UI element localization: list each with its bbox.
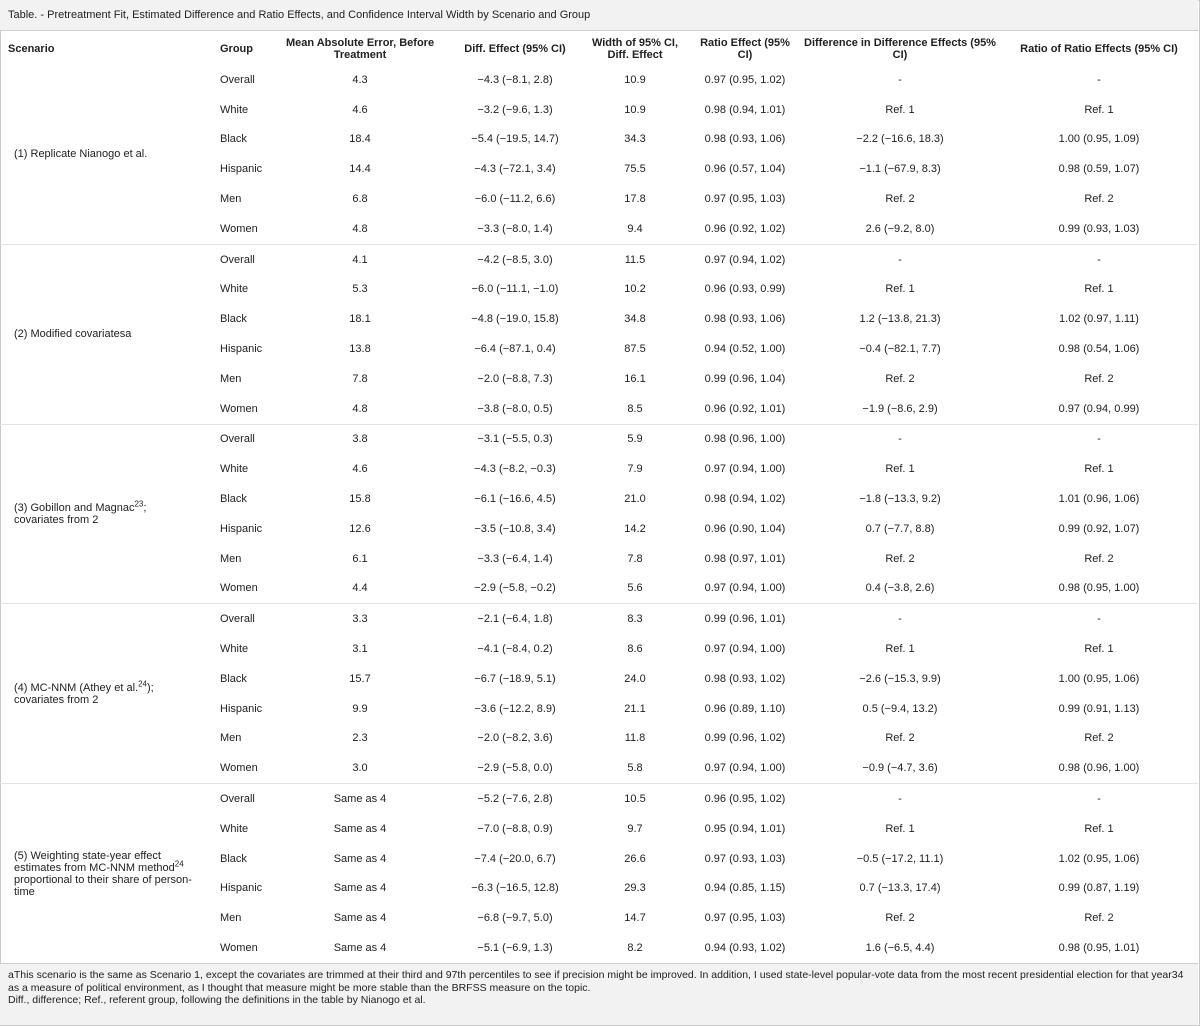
group-cell: White [220, 283, 249, 296]
ratio-effect-cell: 0.98 (0.94, 1.01) [704, 103, 786, 116]
ratio-effect-cell: 0.99 (0.96, 1.04) [704, 372, 786, 385]
diff-effect-cell: −5.4 (−19.5, 14.7) [471, 133, 559, 146]
ror-cell: 0.99 (0.92, 1.07) [1058, 522, 1140, 535]
mae-cell: 4.3 [352, 73, 368, 86]
footnote-abbreviations: Diff., difference; Ref., referent group, following the definitions in the table by Nianogo et al. [8, 994, 426, 1006]
ratio-effect-cell: 0.96 (0.57, 1.04) [704, 163, 786, 176]
ratio-effect-cell: 0.96 (0.93, 0.99) [704, 283, 786, 296]
did-cell: - [800, 784, 1000, 814]
diff-effect-cell: −3.1 (−5.5, 0.3) [450, 424, 580, 454]
ci-width-cell: 7.8 [627, 552, 643, 565]
diff-effect-cell: −2.0 (−8.8, 7.3) [477, 372, 553, 385]
scenario-label-citation: 24 [138, 679, 147, 689]
group-cell: Black [220, 852, 247, 865]
ci-width-cell: 17.8 [624, 193, 646, 206]
ror-cell: Ref. 2 [1084, 912, 1114, 925]
mae-cell: Same as 4 [333, 942, 387, 954]
column-header-ratio-effect: Ratio Effect (95% CI) [700, 37, 790, 61]
ci-width-cell: 9.4 [627, 222, 643, 235]
column-header-did: Difference in Difference Effects (95% CI) [804, 37, 996, 61]
mae-cell: 3.3 [270, 604, 450, 634]
ci-width-cell: 16.1 [624, 372, 646, 385]
ci-width-cell: 87.5 [624, 343, 646, 356]
ratio-effect-cell: 0.96 (0.89, 1.10) [704, 702, 786, 715]
diff-effect-cell: −6.4 (−87.1, 0.4) [474, 343, 556, 356]
mae-cell: 5.3 [352, 283, 368, 296]
scenario-label-text: (5) Weighting state-year effect estimates from MC-NNM method [14, 849, 175, 874]
diff-effect-cell: −7.0 (−8.8, 0.9) [477, 822, 553, 835]
column-header-group: Group [220, 43, 253, 55]
header-row [0, 33, 1198, 65]
did-cell: - [800, 424, 1000, 454]
did-cell: Ref. 1 [885, 643, 915, 656]
diff-effect-cell: −5.2 (−7.6, 2.8) [450, 784, 580, 814]
did-cell: −1.8 (−13.3, 9.2) [859, 493, 941, 506]
table-caption: Table. - Pretreatment Fit, Estimated Difference and Ratio Effects, and Confidence Interval Width by Scenario and Group [0, 0, 1198, 31]
diff-effect-cell: −6.7 (−18.9, 5.1) [474, 672, 556, 685]
ratio-effect-cell: 0.97 (0.94, 1.02) [690, 244, 800, 274]
group-cell: Overall [200, 424, 270, 454]
scenario-label-text: (3) Gobillon and Magnac [14, 501, 135, 514]
column-header-diff-effect: Diff. Effect (95% CI) [464, 43, 566, 55]
ror-cell: 0.98 (0.96, 1.00) [1058, 762, 1140, 775]
table-row [0, 784, 1198, 814]
ror-cell: Ref. 1 [1084, 283, 1114, 296]
did-cell: 1.6 (−6.5, 4.4) [865, 942, 935, 954]
ci-width-cell: 11.5 [580, 244, 690, 274]
ci-width-cell: 8.3 [580, 604, 690, 634]
mae-cell: 4.4 [352, 582, 368, 595]
ratio-effect-cell: 0.97 (0.94, 1.00) [704, 582, 786, 595]
ror-cell: 0.99 (0.87, 1.19) [1058, 882, 1140, 895]
ror-cell: 0.98 (0.59, 1.07) [1058, 163, 1140, 176]
ci-width-cell: 11.8 [624, 732, 646, 745]
group-cell: White [220, 822, 249, 835]
ci-width-cell: 29.3 [624, 882, 646, 895]
ci-width-cell: 10.9 [624, 103, 646, 116]
diff-effect-cell: −3.3 (−8.0, 1.4) [477, 222, 553, 235]
diff-effect-cell: −3.6 (−12.2, 8.9) [474, 702, 556, 715]
did-cell: Ref. 2 [885, 372, 915, 385]
ci-width-cell: 10.5 [580, 784, 690, 814]
ror-cell: - [1097, 73, 1101, 86]
ratio-effect-cell: 0.96 (0.95, 1.02) [690, 784, 800, 814]
ci-width-cell: 5.8 [627, 762, 643, 775]
diff-effect-cell: −6.1 (−16.6, 4.5) [474, 493, 556, 506]
diff-effect-cell: −6.8 (−9.7, 5.0) [477, 912, 553, 925]
mae-cell: 18.4 [349, 133, 371, 146]
diff-effect-cell: −4.1 (−8.4, 0.2) [477, 643, 553, 656]
group-cell: Women [220, 762, 258, 775]
group-cell: Hispanic [220, 702, 263, 715]
ci-width-cell: 8.5 [627, 402, 643, 415]
column-header-mae: Mean Absolute Error, Before Treatment [285, 37, 435, 61]
mae-cell: 15.7 [349, 672, 371, 685]
did-cell: Ref. 1 [885, 822, 915, 835]
ror-cell: Ref. 1 [1084, 103, 1114, 116]
scenario-label [0, 424, 200, 604]
group-cell: Men [220, 552, 242, 565]
did-cell: 0.5 (−9.4, 13.2) [862, 702, 938, 715]
ror-cell: 0.98 (0.95, 1.00) [1058, 582, 1140, 595]
table-row [0, 424, 1198, 454]
did-cell: Ref. 2 [885, 193, 915, 206]
mae-cell: 3.0 [352, 762, 368, 775]
ror-cell: 1.02 (0.97, 1.11) [1059, 313, 1139, 326]
diff-effect-cell: −2.9 (−5.8, −0.2) [474, 582, 556, 595]
group-cell: Women [220, 402, 258, 415]
ratio-effect-cell: 0.96 (0.92, 1.01) [704, 402, 786, 415]
group-cell: Black [220, 133, 247, 146]
ror-cell: Ref. 1 [1084, 643, 1114, 656]
ci-width-cell: 8.6 [627, 643, 643, 656]
group-cell: White [220, 463, 249, 476]
group-cell: Black [220, 672, 247, 685]
mae-cell: Same as 4 [333, 852, 387, 865]
ci-width-cell: 10.2 [624, 283, 646, 296]
did-cell: −0.4 (−82.1, 7.7) [859, 343, 941, 356]
scenario-label-citation: 24 [174, 858, 184, 868]
diff-effect-cell: −3.2 (−9.6, 1.3) [477, 103, 553, 116]
table-row [0, 604, 1198, 634]
did-cell: Ref. 1 [885, 103, 915, 116]
ratio-effect-cell: 0.97 (0.95, 1.03) [704, 912, 786, 925]
ratio-effect-cell: 0.97 (0.93, 1.03) [704, 852, 786, 865]
ci-width-cell: 75.5 [624, 163, 646, 176]
ci-width-cell: 14.2 [624, 522, 646, 535]
ratio-effect-cell: 0.99 (0.96, 1.02) [704, 732, 786, 745]
ror-cell: 0.98 (0.54, 1.06) [1058, 343, 1140, 356]
mae-cell: 13.8 [349, 343, 371, 356]
ror-cell: 1.00 (0.95, 1.06) [1058, 672, 1140, 685]
scenario-label [0, 244, 200, 424]
ratio-effect-cell: 0.98 (0.96, 1.00) [690, 424, 800, 454]
ror-cell: Ref. 2 [1084, 732, 1114, 745]
table-footnotes [0, 963, 1198, 1025]
scenario-label [0, 604, 200, 784]
diff-effect-cell: −4.8 (−19.0, 15.8) [471, 313, 559, 326]
group-cell: Hispanic [220, 343, 263, 356]
table-row [0, 244, 1198, 274]
mae-cell: 6.8 [352, 193, 368, 206]
mae-cell: 2.3 [352, 732, 368, 745]
did-cell: −1.9 (−8.6, 2.9) [862, 402, 938, 415]
ci-width-cell: 21.1 [624, 702, 646, 715]
ci-width-cell: 24.0 [624, 672, 646, 685]
ratio-effect-cell: 0.94 (0.85, 1.15) [704, 882, 786, 895]
ratio-effect-cell: 0.95 (0.94, 1.01) [704, 822, 786, 835]
diff-effect-cell: −7.4 (−20.0, 6.7) [474, 852, 556, 865]
ratio-effect-cell: 0.98 (0.97, 1.01) [704, 552, 786, 565]
scenario-label-suffix: proportional to their share of person-time [14, 873, 192, 898]
scenario-label [0, 65, 200, 244]
mae-cell: 4.8 [352, 402, 368, 415]
group-cell: Overall [200, 784, 270, 814]
ci-width-cell: 34.8 [624, 313, 646, 326]
mae-cell: 4.6 [352, 463, 368, 476]
ror-cell: Ref. 2 [1084, 372, 1114, 385]
mae-cell: 12.6 [349, 522, 371, 535]
ratio-effect-cell: 0.97 (0.94, 1.00) [704, 762, 786, 775]
did-cell: 0.4 (−3.8, 2.6) [865, 582, 935, 595]
column-header-ror: Ratio of Ratio Effects (95% CI) [1020, 43, 1178, 55]
ratio-effect-cell: 0.97 (0.94, 1.00) [704, 463, 786, 476]
did-cell: −0.5 (−17.2, 11.1) [856, 852, 944, 865]
did-cell: −1.1 (−67.9, 8.3) [859, 163, 941, 176]
mae-cell: 3.8 [270, 424, 450, 454]
ror-cell: - [1000, 244, 1198, 274]
diff-effect-cell: −6.3 (−16.5, 12.8) [471, 882, 559, 895]
did-cell: - [898, 73, 902, 86]
did-cell: 1.2 (−13.8, 21.3) [859, 313, 941, 326]
mae-cell: Same as 4 [270, 784, 450, 814]
did-cell: 0.7 (−7.7, 8.8) [865, 522, 935, 535]
group-cell: Hispanic [220, 163, 263, 176]
ratio-effect-cell: 0.98 (0.93, 1.06) [704, 313, 786, 326]
mae-cell: 18.1 [349, 313, 371, 326]
diff-effect-cell: −4.2 (−8.5, 3.0) [450, 244, 580, 274]
group-cell: Hispanic [220, 522, 263, 535]
ror-cell: 1.02 (0.95, 1.06) [1058, 852, 1140, 865]
group-cell: Overall [220, 73, 255, 86]
ci-width-cell: 21.0 [624, 493, 646, 506]
did-cell: Ref. 1 [885, 283, 915, 296]
mae-cell: 4.1 [270, 244, 450, 274]
mae-cell: 7.8 [352, 372, 368, 385]
ratio-effect-cell: 0.94 (0.52, 1.00) [704, 343, 786, 356]
scenario-label-text: (4) MC-NNM (Athey et al. [14, 681, 139, 694]
mae-cell: 4.6 [352, 103, 368, 116]
ci-width-cell: 8.2 [627, 942, 643, 954]
scenario-label [0, 784, 200, 963]
mae-cell: Same as 4 [333, 912, 387, 925]
ci-width-cell: 14.7 [624, 912, 646, 925]
group-cell: Women [220, 222, 258, 235]
group-cell: White [220, 103, 249, 116]
group-cell: Men [220, 372, 242, 385]
did-cell: Ref. 2 [885, 552, 915, 565]
diff-effect-cell: −3.3 (−6.4, 1.4) [477, 552, 553, 565]
ror-cell: Ref. 1 [1084, 822, 1114, 835]
ror-cell: 0.97 (0.94, 0.99) [1058, 402, 1140, 415]
did-cell: Ref. 2 [885, 732, 915, 745]
footnote-a: aThis scenario is the same as Scenario 1, except the covariates are trimmed at their third and 97th percentiles to see if precision might be improved. In addition, I used state-level popular-vote data from the most recent presidential election for that year34 as a measure of political environment, as I thought that measure might be more stable than the BRFSS measure on the topic. [8, 969, 1184, 994]
ror-cell: 0.99 (0.91, 1.13) [1058, 702, 1140, 715]
mae-cell: 9.9 [352, 702, 368, 715]
ror-cell: 0.99 (0.93, 1.03) [1058, 222, 1140, 235]
ror-cell: 1.00 (0.95, 1.09) [1058, 133, 1140, 146]
ci-width-cell: 7.9 [627, 463, 643, 476]
scenario-label-suffix: ); covariates from 2 [14, 681, 154, 706]
did-cell: −2.6 (−15.3, 9.9) [859, 672, 941, 685]
scenario-label-text: (2) Modified covariatesa [14, 328, 132, 341]
ror-cell: Ref. 1 [1084, 463, 1114, 476]
ror-cell: Ref. 2 [1084, 193, 1114, 206]
ror-cell: - [1000, 604, 1198, 634]
diff-effect-cell: −4.3 (−8.2, −0.3) [474, 463, 556, 476]
group-cell: Hispanic [220, 882, 263, 895]
mae-cell: Same as 4 [333, 822, 387, 835]
ratio-effect-cell: 0.97 (0.95, 1.02) [704, 73, 786, 86]
ror-cell: - [1000, 784, 1198, 814]
scenario-label-citation: 23 [134, 499, 144, 509]
diff-effect-cell: −2.1 (−6.4, 1.8) [450, 604, 580, 634]
group-cell: Overall [200, 604, 270, 634]
diff-effect-cell: −5.1 (−6.9, 1.3) [477, 942, 553, 954]
group-cell: Men [220, 732, 242, 745]
ci-width-cell: 10.9 [624, 73, 646, 86]
group-cell: Overall [200, 244, 270, 274]
scenario-label-text: (1) Replicate Nianogo et al. [14, 148, 148, 161]
ratio-effect-cell: 0.98 (0.93, 1.06) [704, 133, 786, 146]
ratio-effect-cell: 0.96 (0.92, 1.02) [704, 222, 786, 235]
did-cell: −0.9 (−4.7, 3.6) [862, 762, 938, 775]
did-cell: Ref. 2 [885, 912, 915, 925]
column-header-ci-width: Width of 95% CI, Diff. Effect [591, 37, 679, 61]
diff-effect-cell: −3.8 (−8.0, 0.5) [477, 402, 553, 415]
table-body [0, 65, 1198, 963]
diff-effect-cell: −2.9 (−5.8, 0.0) [477, 762, 553, 775]
ror-cell: 1.01 (0.96, 1.06) [1058, 493, 1140, 506]
ror-cell: - [1000, 424, 1198, 454]
ci-width-cell: 26.6 [624, 852, 646, 865]
mae-cell: 6.1 [352, 552, 368, 565]
group-cell: Black [220, 493, 247, 506]
ci-width-cell: 34.3 [624, 133, 646, 146]
diff-effect-cell: −4.3 (−72.1, 3.4) [474, 163, 556, 176]
diff-effect-cell: −3.5 (−10.8, 3.4) [474, 522, 556, 535]
diff-effect-cell: −6.0 (−11.1, −1.0) [471, 283, 559, 296]
mae-cell: 3.1 [352, 643, 368, 656]
ci-width-cell: 5.9 [580, 424, 690, 454]
ratio-effect-cell: 0.94 (0.93, 1.02) [704, 942, 786, 954]
results-table [0, 33, 1198, 963]
ratio-effect-cell: 0.97 (0.95, 1.03) [704, 193, 786, 206]
did-cell: −2.2 (−16.6, 18.3) [856, 133, 944, 146]
ratio-effect-cell: 0.96 (0.90, 1.04) [704, 522, 786, 535]
scenario-label-suffix: ; covariates from 2 [14, 501, 147, 526]
ror-cell: Ref. 2 [1084, 552, 1114, 565]
column-header-scenario: Scenario [8, 43, 55, 55]
diff-effect-cell: −2.0 (−8.2, 3.6) [477, 732, 553, 745]
diff-effect-cell: −6.0 (−11.2, 6.6) [474, 193, 556, 206]
mae-cell: 14.4 [349, 163, 371, 176]
mae-cell: 15.8 [349, 493, 371, 506]
group-cell: Women [220, 582, 258, 595]
did-cell: Ref. 1 [885, 463, 915, 476]
group-cell: Men [220, 912, 242, 925]
group-cell: Men [220, 193, 242, 206]
table-row [0, 65, 1198, 95]
mae-cell: 4.8 [352, 222, 368, 235]
ratio-effect-cell: 0.98 (0.94, 1.02) [704, 493, 786, 506]
did-cell: - [800, 604, 1000, 634]
ratio-effect-cell: 0.97 (0.94, 1.00) [704, 643, 786, 656]
did-cell: 0.7 (−13.3, 17.4) [859, 882, 941, 895]
ratio-effect-cell: 0.99 (0.96, 1.01) [690, 604, 800, 634]
ratio-effect-cell: 0.98 (0.93, 1.02) [704, 672, 786, 685]
group-cell: Women [220, 942, 258, 954]
diff-effect-cell: −4.3 (−8.1, 2.8) [477, 73, 553, 86]
ci-width-cell: 5.6 [627, 582, 643, 595]
group-cell: White [220, 643, 249, 656]
ci-width-cell: 9.7 [627, 822, 643, 835]
group-cell: Black [220, 313, 247, 326]
ror-cell: 0.98 (0.95, 1.01) [1058, 942, 1140, 954]
did-cell: 2.6 (−9.2, 8.0) [865, 222, 935, 235]
did-cell: - [800, 244, 1000, 274]
mae-cell: Same as 4 [333, 882, 387, 895]
